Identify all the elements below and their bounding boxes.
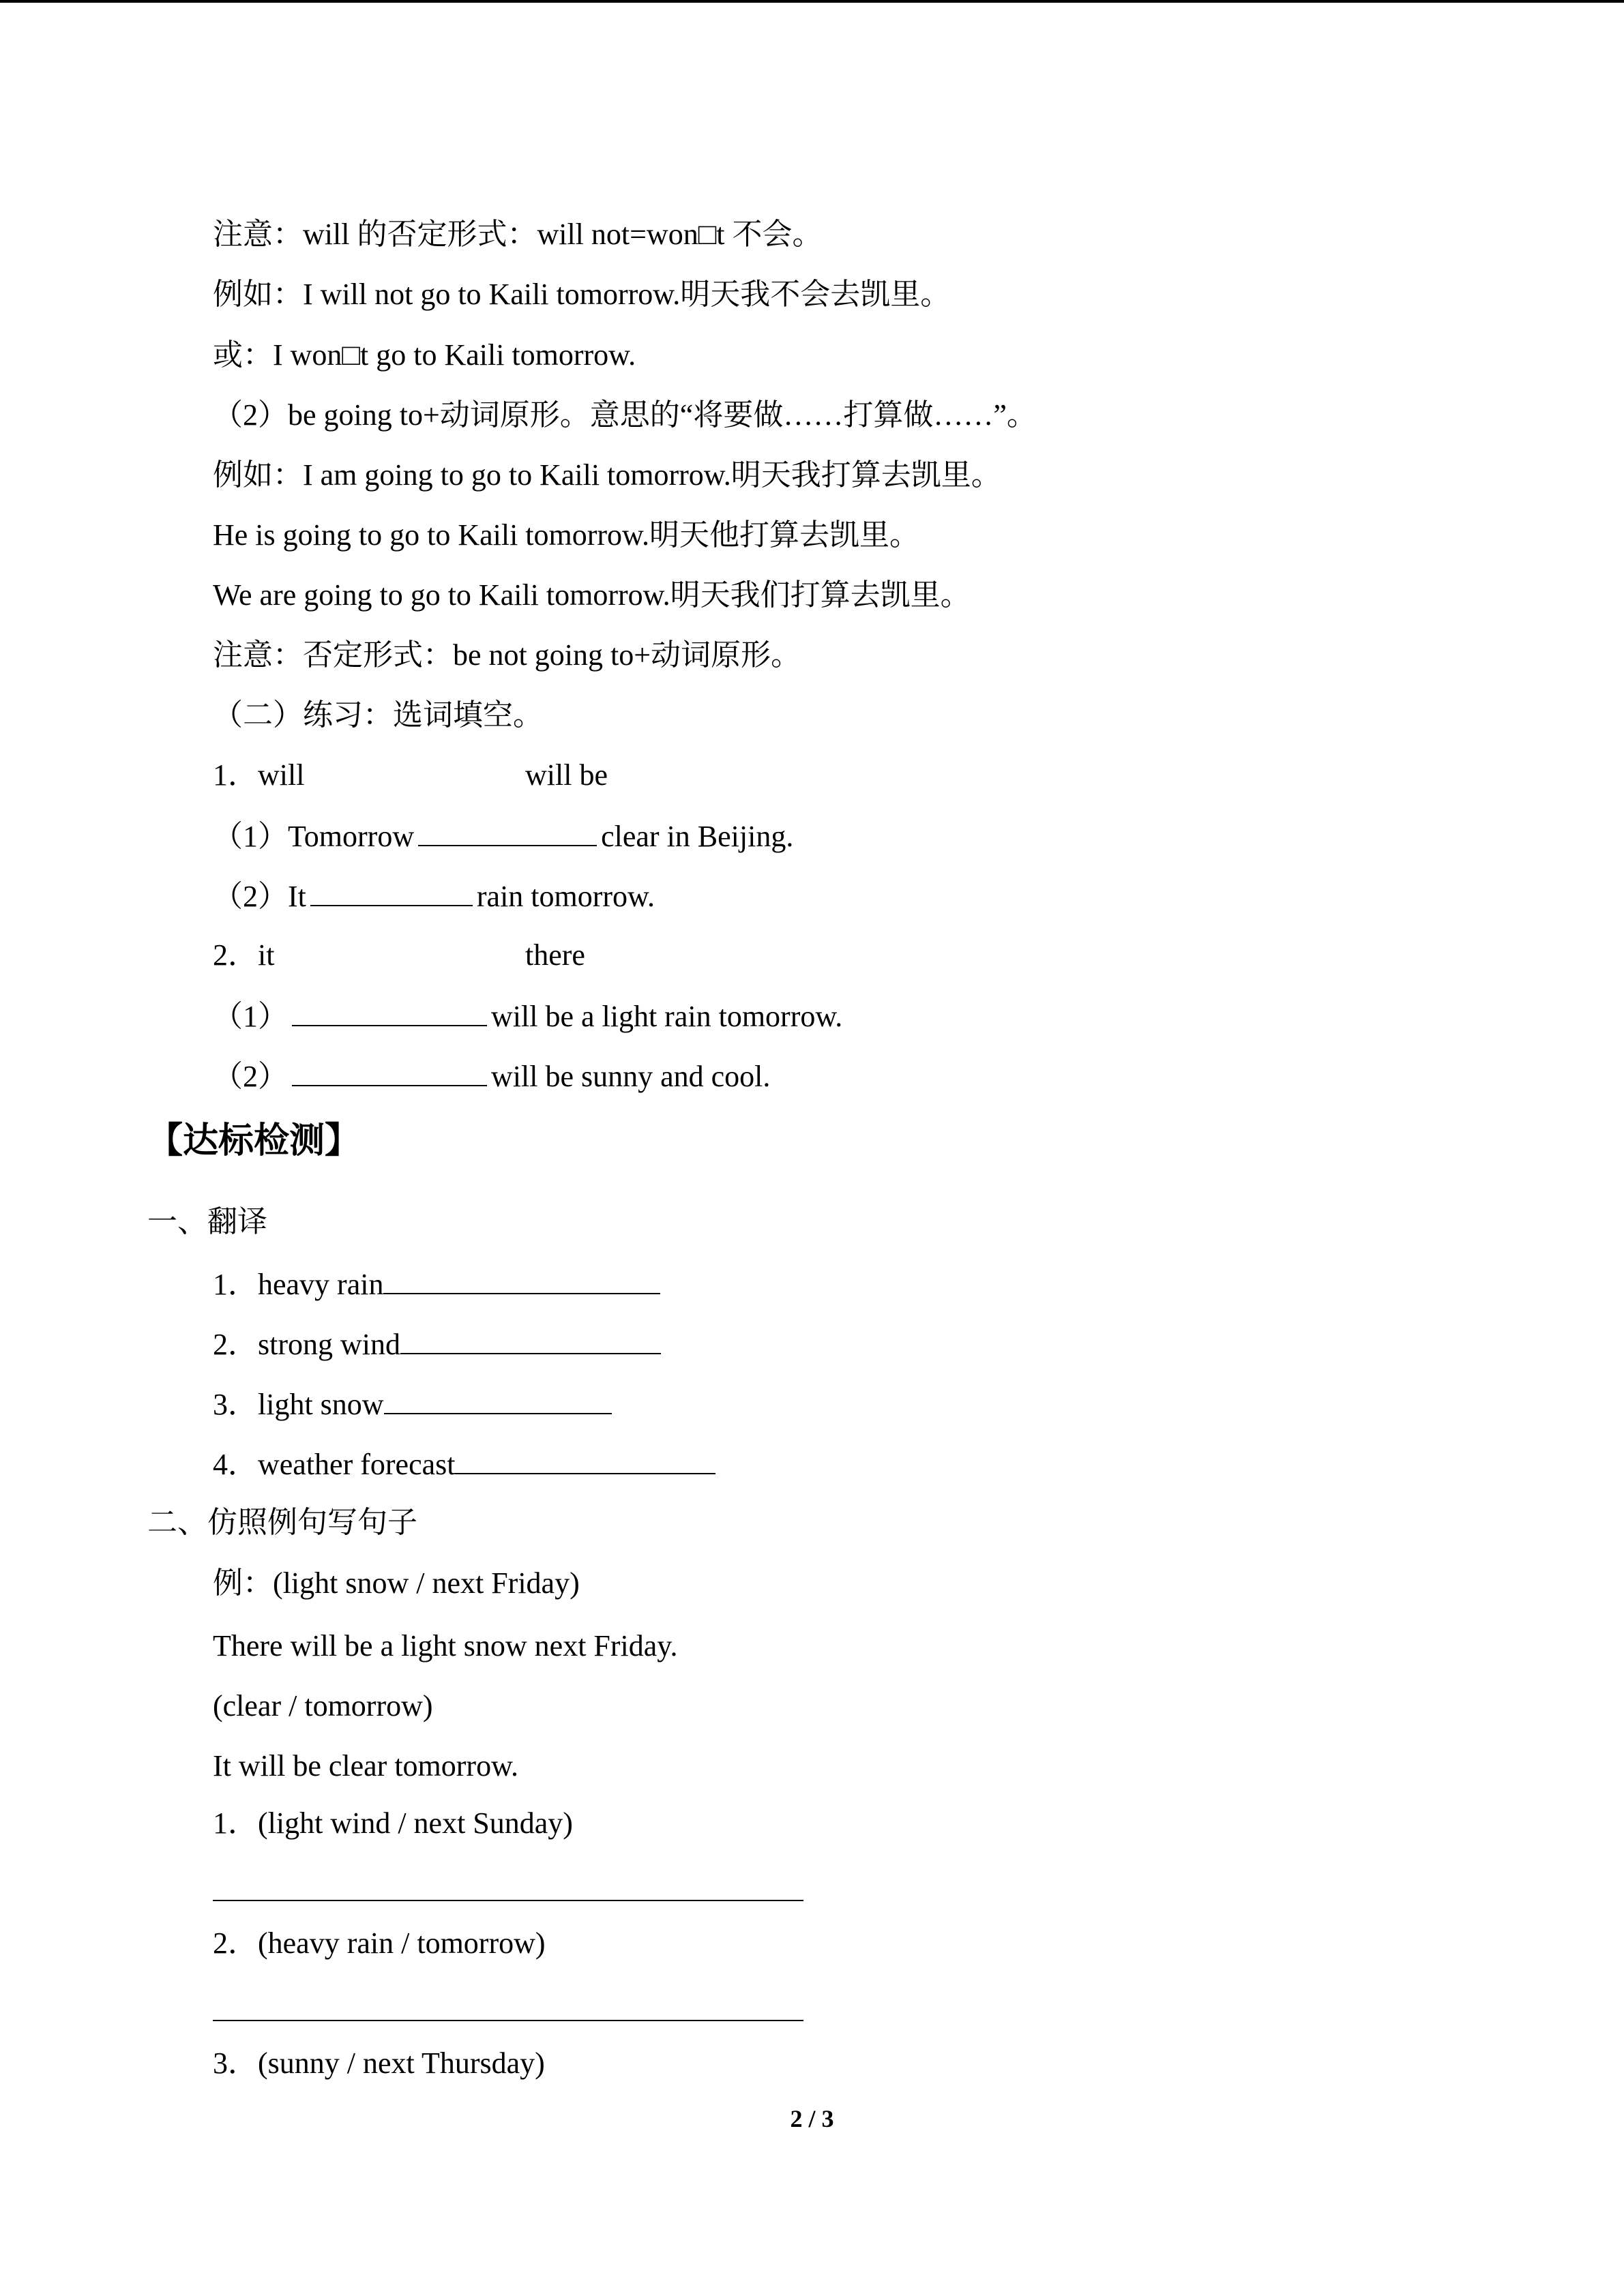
imitate-item-2: 2．(heavy rain / tomorrow) — [213, 1926, 546, 1960]
translate-section-title: 一、翻译 — [147, 1205, 267, 1238]
translate-item-4 — [213, 1443, 720, 1485]
note-negative-form: 注意：否定形式：be not going to+动词原形。 — [213, 638, 801, 672]
translate-item-text: 3．light snow — [213, 1388, 384, 1421]
answer-line[interactable] — [213, 2020, 803, 2021]
assessment-heading: 【达标检测】 — [147, 1120, 361, 1161]
practice-group1-question2 — [213, 875, 655, 917]
imitate-example-label: 例：(light snow / next Friday) — [213, 1566, 580, 1600]
imitate-example-answer: There will be a light snow next Friday. — [213, 1629, 678, 1663]
example-will-not: 例如：I will not go to Kaili tomorrow.明天我不会去凯里。 — [213, 278, 951, 311]
practice-group2-question2 — [213, 1055, 770, 1097]
imitate-item-1: 1．(light wind / next Sunday) — [213, 1806, 573, 1840]
translate-item-3 — [213, 1383, 616, 1425]
question-prefix: （2） — [213, 1060, 288, 1093]
translate-item-2 — [213, 1323, 665, 1365]
answer-blank[interactable] — [455, 1443, 715, 1474]
imitate-example2-label: (clear / tomorrow) — [213, 1689, 433, 1723]
fill-blank[interactable] — [292, 1055, 487, 1086]
question-suffix: will be sunny and cool. — [491, 1060, 771, 1093]
question-prefix: （1）Tomorrow — [213, 820, 415, 853]
question-suffix: will be a light rain tomorrow. — [491, 1000, 843, 1033]
fill-blank[interactable] — [310, 875, 473, 906]
fill-blank[interactable] — [418, 815, 597, 846]
fill-blank[interactable] — [292, 995, 487, 1026]
imitate-item-3: 3．(sunny / next Thursday) — [213, 2046, 545, 2080]
example-is-going-to: He is going to go to Kaili tomorrow.明天他打算去凯里。 — [213, 518, 919, 552]
question-prefix: （1） — [213, 1000, 288, 1033]
answer-blank[interactable] — [384, 1383, 612, 1414]
note-will-negative: 注意：will 的否定形式：will not=won□t 不会。 — [213, 218, 823, 251]
page-number: 2 / 3 — [790, 2105, 834, 2132]
practice-group1-question1 — [213, 815, 793, 857]
question-suffix: rain tomorrow. — [476, 880, 655, 913]
translate-item-text: 4．weather forecast — [213, 1448, 456, 1481]
answer-blank[interactable] — [383, 1263, 660, 1294]
practice-group2-label: 2．it — [213, 938, 275, 972]
example-wont: 或：I won□t go to Kaili tomorrow. — [213, 338, 636, 372]
example-are-going-to: We are going to go to Kaili tomorrow.明天我们打算去凯里。 — [213, 578, 971, 612]
practice-group1-option-b: will be — [525, 758, 608, 792]
imitate-example2-answer: It will be clear tomorrow. — [213, 1749, 518, 1783]
practice-group1-label: 1．will — [213, 758, 305, 792]
answer-line[interactable] — [213, 1900, 803, 1901]
page-top-border — [0, 0, 1624, 3]
practice-group2-option-b: there — [525, 938, 585, 972]
point-be-going-to: （2）be going to+动词原形。意思的“将要做……打算做……”。 — [213, 398, 1037, 432]
translate-item-1 — [213, 1263, 664, 1305]
translate-item-text: 1．heavy rain — [213, 1268, 384, 1301]
translate-item-text: 2．strong wind — [213, 1328, 400, 1361]
practice-group2-question1 — [213, 995, 842, 1037]
imitate-section-title: 二、仿照例句写句子 — [147, 1506, 417, 1539]
question-prefix: （2）It — [213, 880, 306, 913]
practice-title: （二）练习：选词填空。 — [213, 698, 543, 732]
example-am-going-to: 例如：I am going to go to Kaili tomorrow.明天我打算去凯里。 — [213, 458, 1001, 492]
question-suffix: clear in Beijing. — [601, 820, 794, 853]
answer-blank[interactable] — [400, 1323, 661, 1354]
